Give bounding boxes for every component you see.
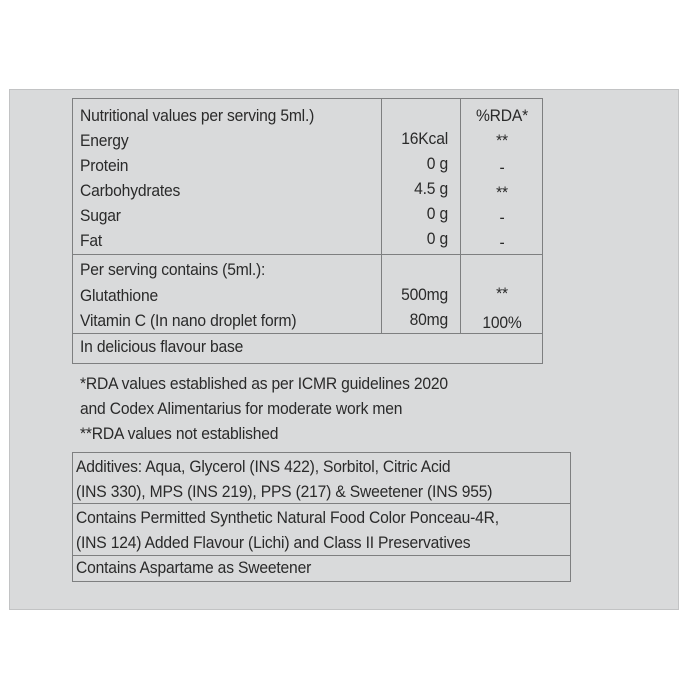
footnote-line: **RDA values not established xyxy=(80,424,279,443)
nutrient-name: Sugar xyxy=(80,206,121,225)
row-divider-flavour xyxy=(72,333,543,334)
nutrient-rda: - xyxy=(499,158,505,177)
footnote-line: *RDA values established as per ICMR guidelines 2020 xyxy=(80,374,448,393)
column-divider-rda xyxy=(460,98,461,333)
additives-line: Contains Aspartame as Sweetener xyxy=(76,558,312,577)
nutrient-name: Energy xyxy=(80,131,129,150)
nutrient-value: 4.5 g xyxy=(414,179,448,198)
nutrient-rda: - xyxy=(499,233,505,252)
nutrient-value: 0 g xyxy=(426,204,448,223)
rda-header: %RDA* xyxy=(475,106,529,125)
nutrient-rda: ** xyxy=(496,131,508,150)
nutrient-name: Fat xyxy=(80,231,103,250)
row-divider-color xyxy=(72,503,571,504)
nutrient-value: 0 g xyxy=(426,154,448,173)
flavour-note: In delicious flavour base xyxy=(80,337,244,356)
nutrition-header-label: Nutritional values per serving 5ml.) xyxy=(80,106,315,125)
serving-value: 80mg xyxy=(409,310,448,329)
row-divider-serving xyxy=(72,254,543,255)
nutrient-name: Protein xyxy=(80,156,129,175)
nutrient-value: 0 g xyxy=(426,229,448,248)
additives-line: (INS 124) Added Flavour (Lichi) and Class II Preservatives xyxy=(76,533,471,552)
nutrient-name: Carbohydrates xyxy=(80,181,181,200)
row-divider-aspartame xyxy=(72,555,571,556)
column-divider-value xyxy=(381,98,382,333)
serving-value: 500mg xyxy=(401,285,448,304)
additives-line: Contains Permitted Synthetic Natural Food Color Ponceau-4R, xyxy=(76,508,499,527)
additives-line: (INS 330), MPS (INS 219), PPS (217) & Sweetener (INS 955) xyxy=(76,482,493,501)
nutrient-rda: ** xyxy=(496,183,508,202)
nutrient-value: 16Kcal xyxy=(401,129,448,148)
serving-rda: ** xyxy=(496,284,508,303)
serving-name: Glutathione xyxy=(80,286,158,305)
footnote-line: and Codex Alimentarius for moderate work men xyxy=(80,399,403,418)
serving-rda: 100% xyxy=(482,313,522,332)
nutrient-rda: - xyxy=(499,208,505,227)
additives-line: Additives: Aqua, Glycerol (INS 422), Sorbitol, Citric Acid xyxy=(76,457,451,476)
serving-name: Vitamin C (In nano droplet form) xyxy=(80,311,297,330)
serving-label: Per serving contains (5ml.): xyxy=(80,260,266,279)
